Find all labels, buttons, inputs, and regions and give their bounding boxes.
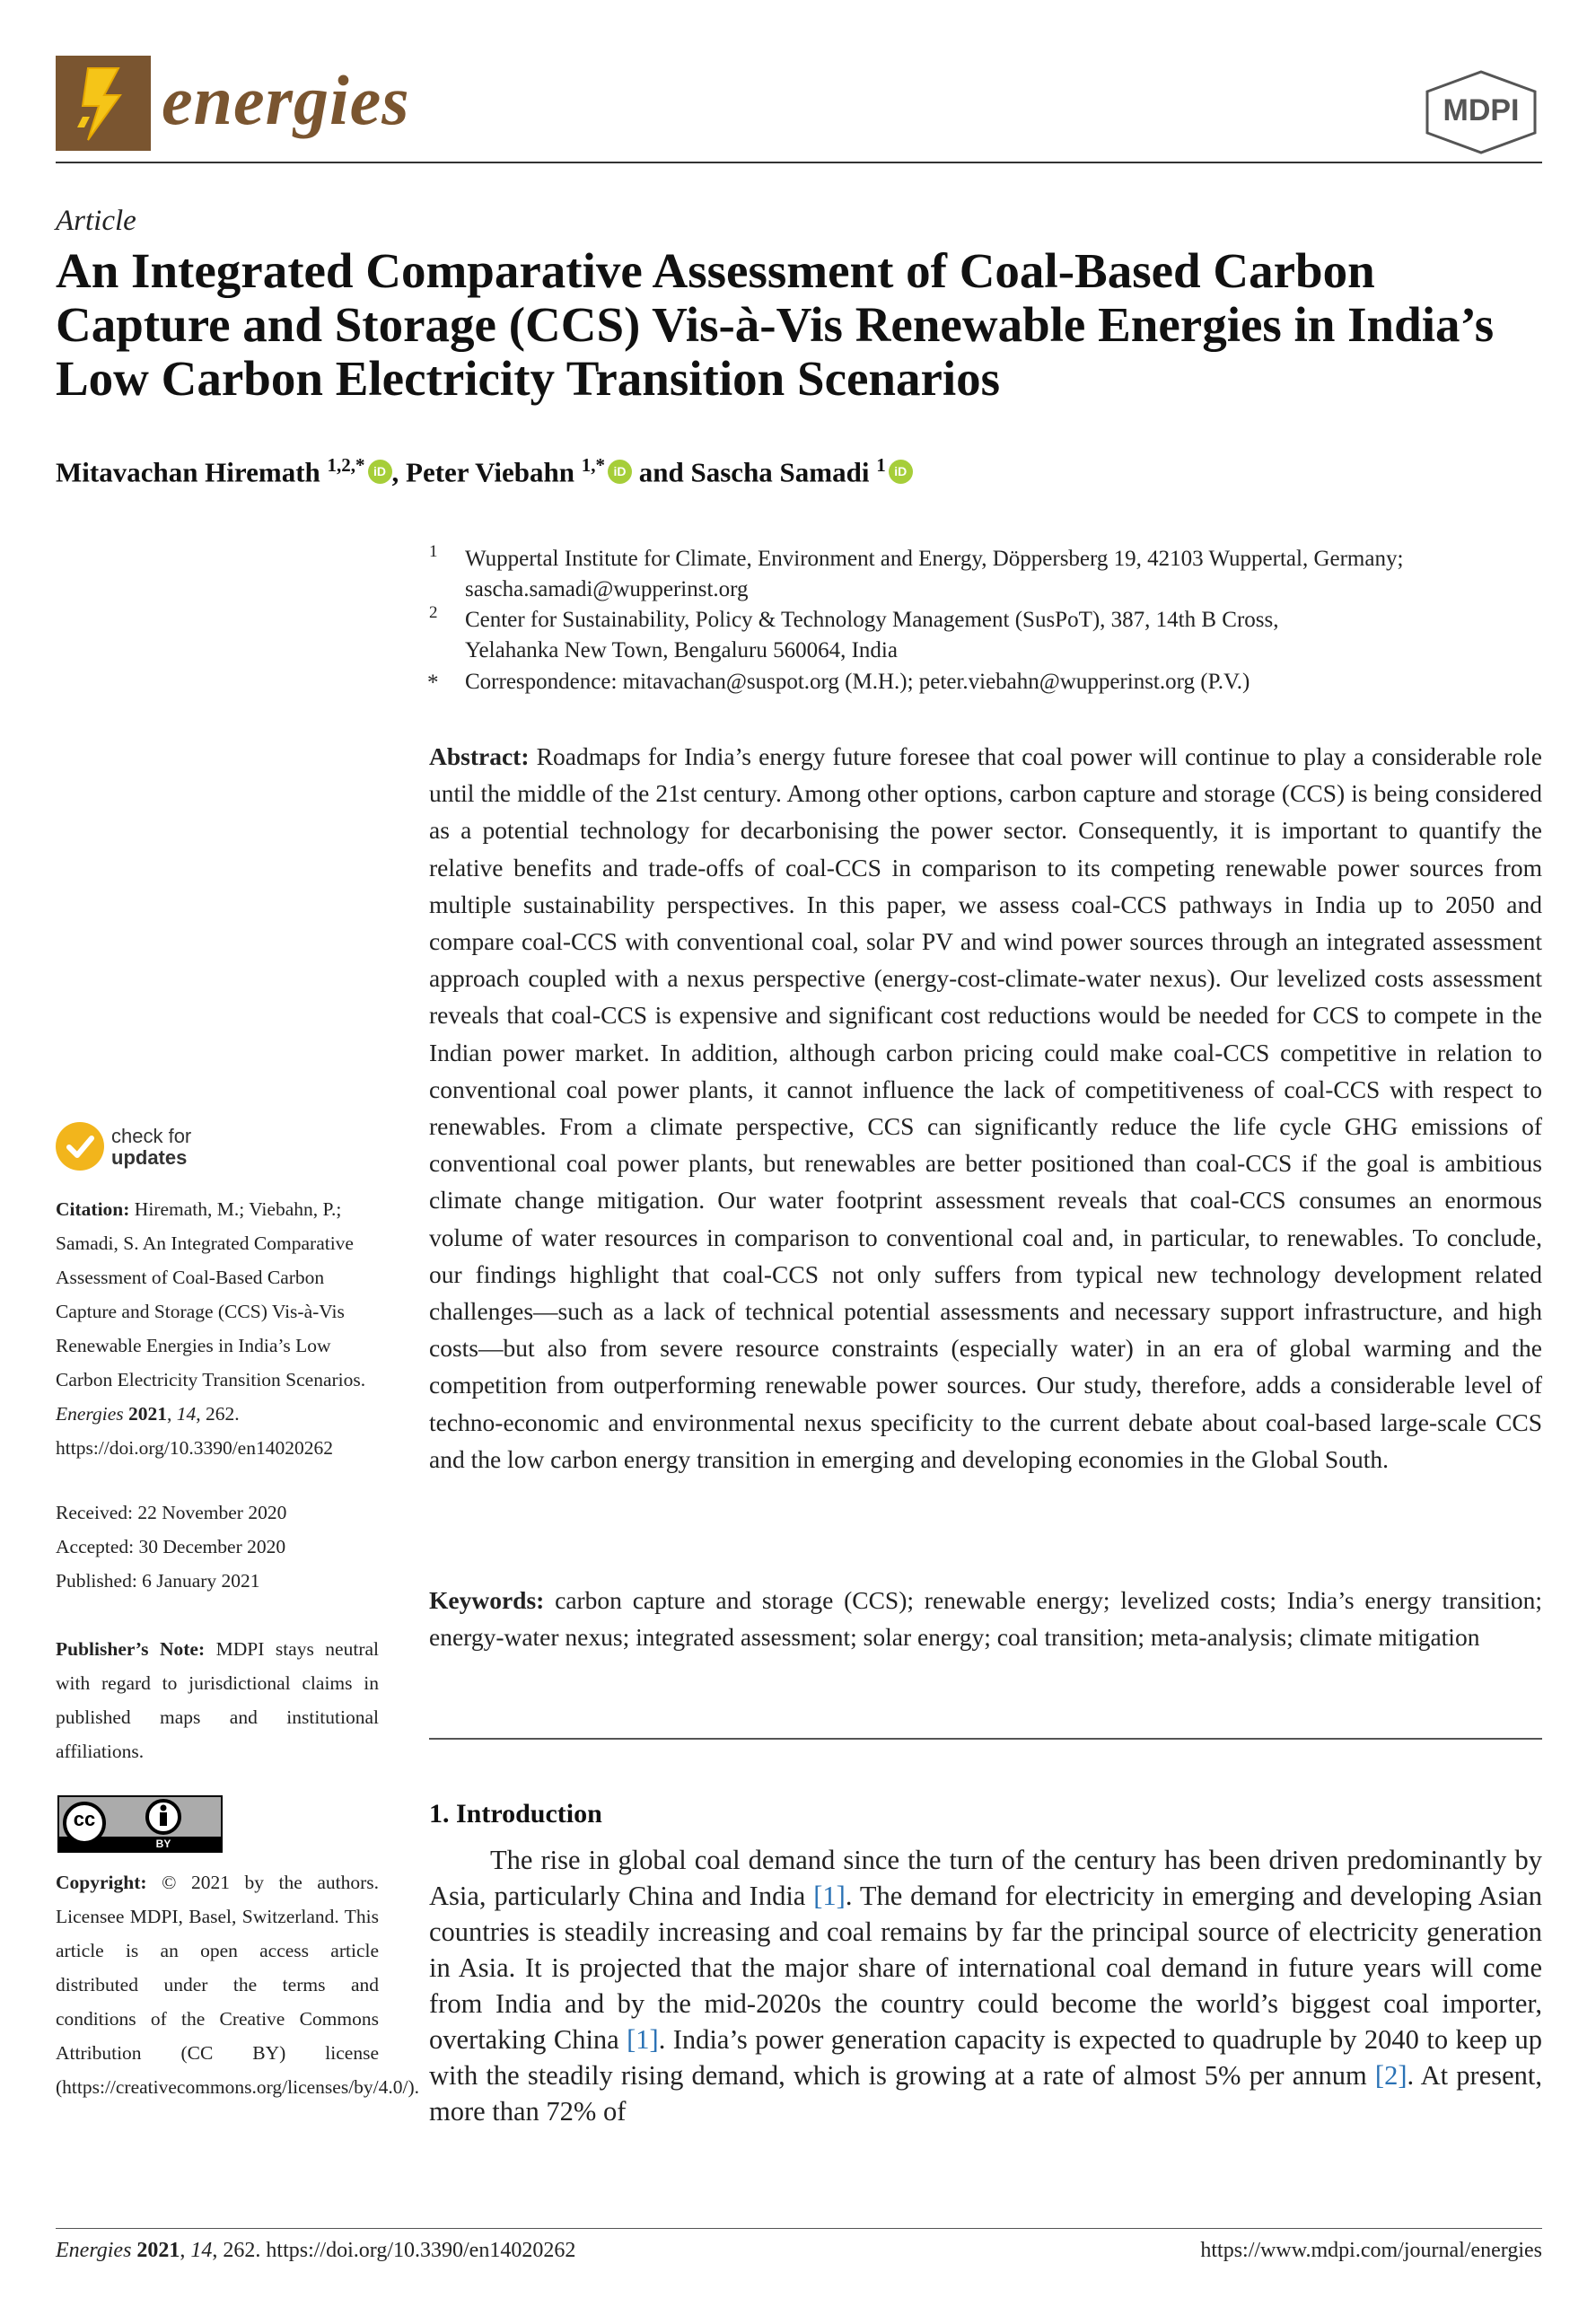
updates-label: updates — [111, 1146, 188, 1169]
keywords-label: Keywords: — [429, 1586, 545, 1614]
author-name[interactable]: Sascha Samadi — [690, 456, 870, 488]
section-divider — [429, 1738, 1542, 1740]
reference-link[interactable]: [2] — [1374, 2060, 1407, 2091]
citation-block: Citation: Hiremath, M.; Viebahn, P.; Samadi, S. An Integrated Comparative Assessment of Coal-Based Carbon Capture and Storage (CCS) Vis-à-Vis Renewable Energies in India’s Low Carbon Electricity Transition Scenarios. Energies 2021, 14, 262. https://doi.org/10.3390/en14020262 — [56, 1198, 366, 1459]
journal-logo — [56, 56, 151, 151]
citation-label: Citation: — [56, 1198, 130, 1220]
author-name[interactable]: Mitavachan Hiremath — [56, 456, 320, 488]
affiliation-line: Center for Sustainability, Policy & Technology Management (SusPoT), 387, 14th B Cross, — [465, 608, 1279, 632]
article-type: Article — [56, 205, 136, 237]
abstract — [429, 738, 1542, 1478]
citation-doi-link[interactable]: https://doi.org/10.3390/en14020262 — [56, 1437, 333, 1459]
copyright-label: Copyright: — [56, 1872, 147, 1893]
journal-name: energies — [162, 61, 410, 139]
copyright-notice — [56, 1865, 420, 2104]
footer-year: 2021 — [136, 2239, 180, 2262]
author-affiliation-marks: 1,* — [581, 454, 606, 476]
header-divider — [56, 162, 1542, 163]
footer-citation: Energies 2021, 14, 262. https://doi.org/10.3390/en14020262 — [56, 2239, 576, 2262]
reference-link[interactable]: [1] — [627, 2024, 659, 2055]
author-separator: , — [391, 456, 407, 488]
affiliation-email[interactable]: sascha.samadi@wupperinst.org — [465, 577, 749, 601]
cc-by-license-badge[interactable] — [57, 1795, 223, 1853]
footer-volume: 14 — [190, 2239, 213, 2262]
affiliation-line: Yelahanka New Town, Bengaluru 560064, India — [465, 638, 898, 662]
checkmark-icon — [56, 1122, 104, 1171]
publisher-name: MDPI — [1443, 93, 1520, 127]
copyright-text: © 2021 by the authors. Licensee MDPI, Basel, Switzerland. This article is an open access article distributed under the terms and conditions of the Creative Commons Attribution (CC BY) license (https://creativecommons.org/licenses/by/4.0/). — [56, 1872, 420, 2098]
publisher-note — [56, 1632, 379, 1768]
article-title: An Integrated Comparative Assessment of Coal-Based Carbon Capture and Storage (CCS) Vis-à-Vis Renewable Energies in India’s Low Carbon Electricity Transition Scenarios — [56, 243, 1495, 406]
paragraph-text: The rise in global coal demand since the turn of the century has been driven predominantly by Asia, particularly China and India — [429, 1845, 1542, 1911]
introduction-paragraph — [429, 1842, 1542, 2129]
author-name[interactable]: Peter Viebahn — [406, 456, 575, 488]
affiliation-marker: 1 — [429, 542, 438, 561]
paragraph-text: . At present, more than 72% of — [429, 2060, 1542, 2127]
author-affiliation-marks: 1,2,* — [327, 454, 365, 476]
check-label: check for — [111, 1125, 192, 1147]
check-for-updates-button[interactable] — [56, 1122, 244, 1176]
citation-text: Hiremath, M.; Viebahn, P.; Samadi, S. An Integrated Comparative Assessment of Coal-Based Carbon Capture and Storage (CCS) Vis-à-Vis Renewable Energies in India’s Low Carbon Electricity Transition Scenarios. — [56, 1198, 366, 1390]
citation-journal: Energies — [56, 1403, 124, 1425]
footer-doi-link[interactable]: , 262. https://doi.org/10.3390/en14020262 — [212, 2239, 576, 2262]
paragraph-text: . India’s power generation capacity is expected to quadruple by 2040 to keep up with the steadily rising demand, which is growing at a rate of almost 5% per annum — [429, 2024, 1542, 2091]
affiliation-marker: 2 — [429, 603, 438, 622]
citation-volume: 14 — [176, 1403, 197, 1425]
abstract-text: Roadmaps for India’s energy future foresee that coal power will continue to play a considerable role until the middle of the 21st century. Among other options, carbon capture and storage (CCS) is being considered as a potential technology for decarbonising the power sector. Consequently, it is important to quantify the relative benefits and trade-offs of coal-CCS in comparison to its competing renewable power sources from multiple sustainability perspectives. In this paper, we assess coal-CCS pathways in India up to 2050 and compare coal-CCS with conventional coal, solar PV and wind power sources through an integrated assessment approach coupled with a nexus perspective (energy-cost-climate-water nexus). Our levelized costs assessment reveals that coal-CCS is expensive and significant cost reductions would be needed for CCS to compete in the Indian power market. In addition, although carbon pricing could make coal-CCS competitive in relation to conventional coal power plants, it cannot influence the lack of competitiveness of coal-CCS with respect to renewables. From a climate perspective, CCS can significantly reduce the life cycle GHG emissions of conventional coal power plants, but renewables are better positioned than coal-CCS if the goal is ambitious climate change mitigation. Our water footprint assessment reveals that coal-CCS consumes an enormous volume of water resources in comparison to conventional coal and, in particular, to renewables. To conclude, our findings highlight that coal-CCS not only suffers from typical new technology development related challenges—such as a lack of technical potential assessments and necessary support infrastructure, and high costs—but also from severe resource constraints (especially water) in an era of global warming and the competition from outperforming renewable power sources. Our study, therefore, adds a considerable level of techno-economic and environmental nexus specificity to the current debate about coal-based large-scale CCS and the low carbon energy transition in emerging and developing economies in the Global South. — [429, 742, 1542, 1473]
footer-journal-url[interactable]: https://www.mdpi.com/journal/energies — [1200, 2239, 1542, 2262]
citation-page: 262. — [206, 1403, 240, 1425]
keywords-text: carbon capture and storage (CCS); renewable energy; levelized costs; India’s energy transition; energy-water nexus; integrated assessment; solar energy; coal transition; meta-analysis; climate mitigation — [429, 1586, 1542, 1651]
paragraph-text: . The demand for electricity in emerging and developing Asian countries is steadily increasing and coal remains by far the principal source of electricity generation in Asia. It is projected that the major share of international coal demand in future years will come from India and by the mid-2020s the country could become the world’s biggest coal importer, overtaking China — [429, 1881, 1542, 2055]
orcid-icon[interactable]: iD — [889, 460, 913, 484]
author-affiliation-marks: 1 — [876, 454, 886, 476]
published-date: Published: 6 January 2021 — [56, 1570, 260, 1592]
publisher-note-label: Publisher’s Note: — [56, 1638, 206, 1660]
footer-divider — [56, 2228, 1542, 2229]
by-label: BY — [155, 1838, 171, 1850]
cc-icon: cc — [73, 1808, 96, 1830]
lightning-bolt-icon — [56, 56, 151, 151]
accepted-date: Accepted: 30 December 2020 — [56, 1536, 286, 1557]
citation-year: 2021 — [128, 1403, 168, 1425]
keywords — [429, 1582, 1542, 1655]
affiliation-line: Wuppertal Institute for Climate, Environment and Energy, Döppersberg 19, 42103 Wuppertal, Germany; — [465, 547, 1404, 571]
publisher-note-text: MDPI stays neutral with regard to jurisdictional claims in published maps and institutional affiliations. — [56, 1638, 379, 1762]
footer-journal: Energies — [56, 2239, 132, 2262]
author-list — [56, 454, 913, 488]
correspondence-marker: * — [427, 671, 439, 695]
abstract-label: Abstract: — [429, 742, 530, 770]
mdpi-logo — [1420, 68, 1542, 154]
received-date: Received: 22 November 2020 — [56, 1502, 287, 1523]
reference-link[interactable]: [1] — [813, 1881, 846, 1911]
orcid-icon[interactable]: iD — [368, 460, 392, 484]
section-heading: 1. Introduction — [429, 1799, 602, 1829]
orcid-icon[interactable]: iD — [608, 460, 632, 484]
correspondence-line[interactable]: Correspondence: mitavachan@suspot.org (M.H.); peter.viebahn@wupperinst.org (P.V.) — [465, 670, 1250, 694]
author-separator: and — [632, 456, 691, 488]
